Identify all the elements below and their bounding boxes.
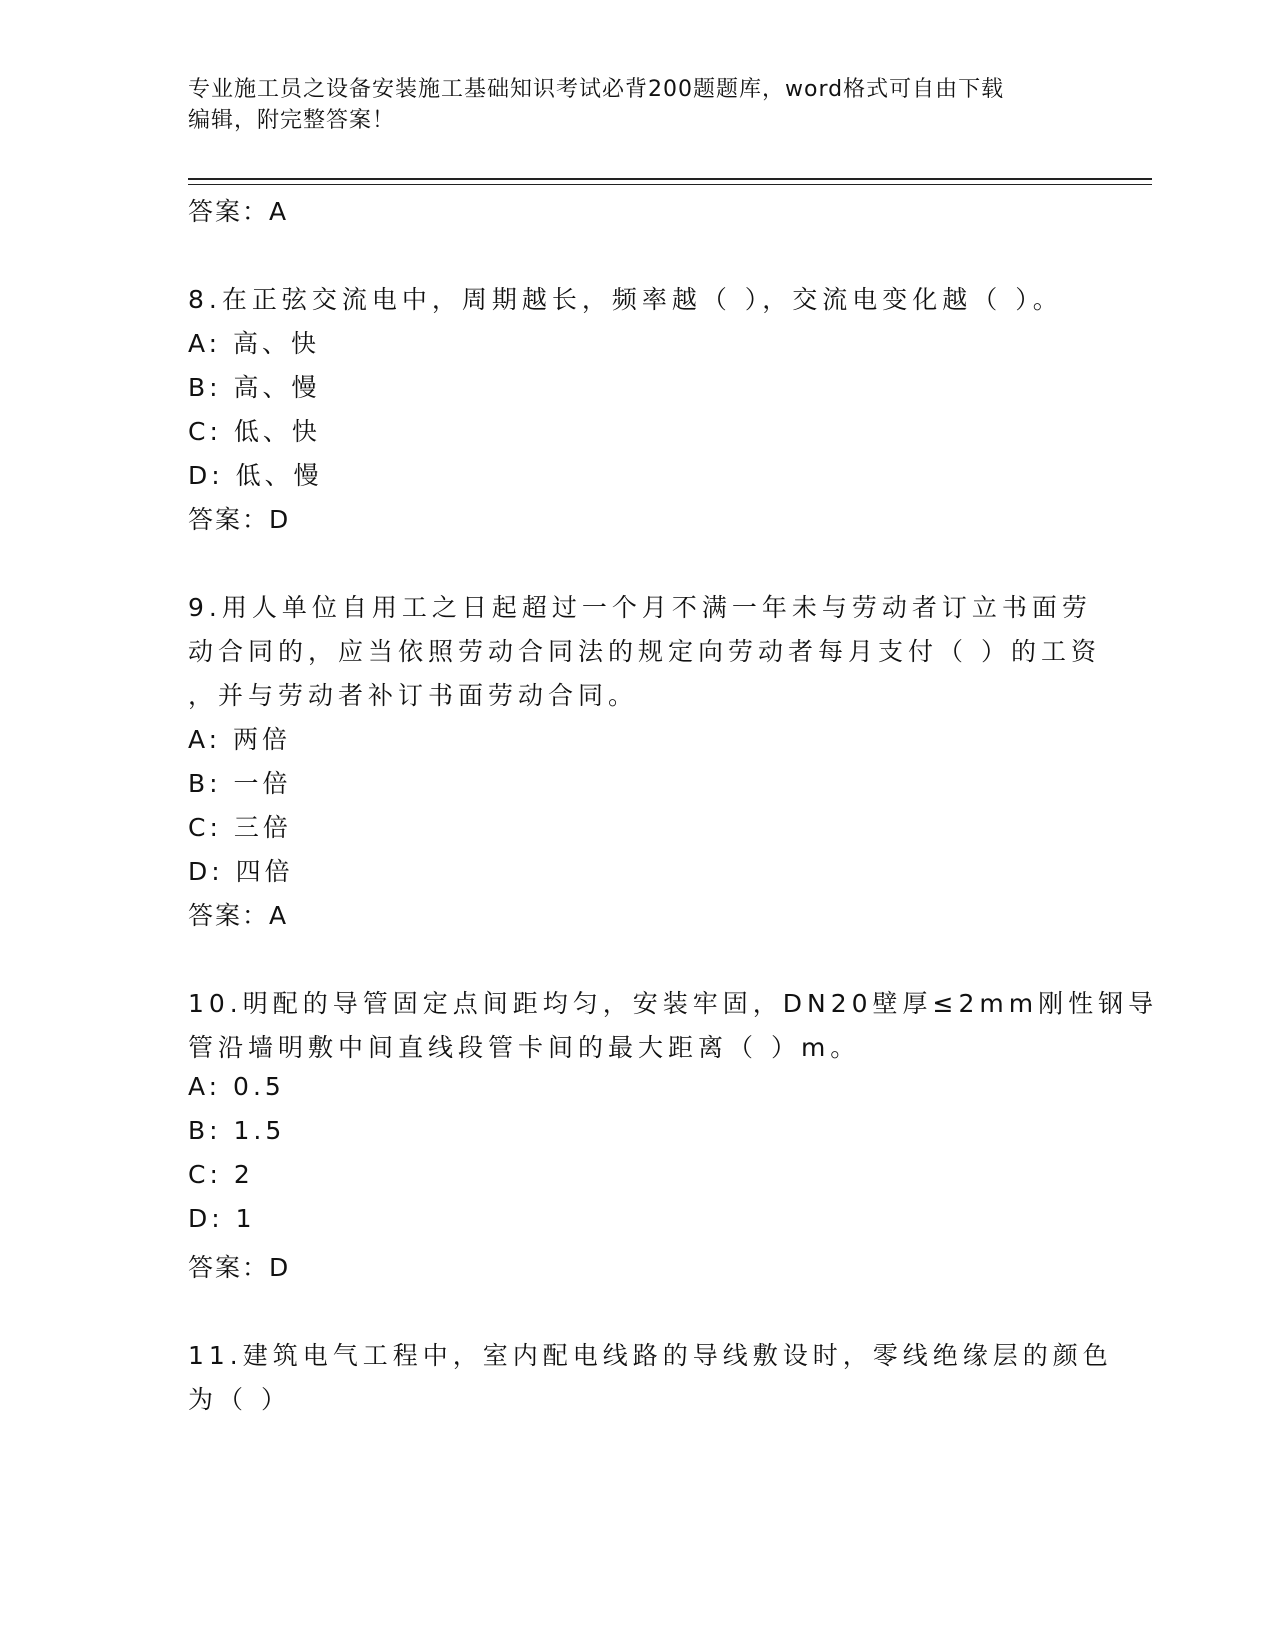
question-10-option-d: D: 1: [188, 1204, 256, 1233]
answer-q10: 答案：D: [188, 1253, 291, 1282]
answer-q7: 答案：A: [188, 197, 289, 226]
question-8-option-d: D: 低、慢: [188, 461, 323, 490]
question-9-option-d: D: 四倍: [188, 857, 294, 886]
question-10-option-a: A: 0.5: [188, 1072, 285, 1101]
question-9-stem-line-3: ，并与劳动者补订书面劳动合同。: [188, 681, 639, 710]
question-9-option-a: A: 两倍: [188, 725, 292, 754]
header-line-2: 编辑，附完整答案！: [188, 108, 396, 133]
header-divider-thin: [188, 184, 1152, 185]
header-divider: [188, 178, 1152, 180]
question-11-stem-line-2: 为（ ）: [188, 1385, 291, 1414]
question-8-stem: 8.在正弦交流电中，周期越长，频率越（ ），交流电变化越（ ）。: [188, 285, 1063, 314]
question-10-option-c: C: 2: [188, 1160, 254, 1189]
question-9-stem-line-2: 动合同的，应当依照劳动合同法的规定向劳动者每月支付（ ）的工资: [188, 637, 1101, 666]
question-9-option-c: C: 三倍: [188, 813, 292, 842]
question-9-stem-line-1: 9.用人单位自用工之日起超过一个月不满一年未与劳动者订立书面劳: [188, 593, 1092, 622]
question-9-option-b: B: 一倍: [188, 769, 292, 798]
question-10-stem-line-1: 10.明配的导管固定点间距均匀，安装牢固，DN20壁厚≤2mm刚性钢导: [188, 989, 1159, 1018]
header-line-1: 专业施工员之设备安装施工基础知识考试必背200题题库，word格式可自由下载: [188, 77, 1005, 102]
question-8-option-a: A: 高、快: [188, 329, 321, 358]
question-11-stem-line-1: 11.建筑电气工程中，室内配电线路的导线敷设时，零线绝缘层的颜色: [188, 1341, 1113, 1370]
question-8-option-b: B: 高、慢: [188, 373, 321, 402]
document-header: [188, 74, 1088, 136]
answer-q8: 答案：D: [188, 505, 291, 534]
question-8-option-c: C: 低、快: [188, 417, 321, 446]
question-10-stem-line-2: 管沿墙明敷中间直线段管卡间的最大距离（ ）m。: [188, 1033, 861, 1062]
question-10-option-b: B: 1.5: [188, 1116, 286, 1145]
answer-q9: 答案：A: [188, 901, 289, 930]
